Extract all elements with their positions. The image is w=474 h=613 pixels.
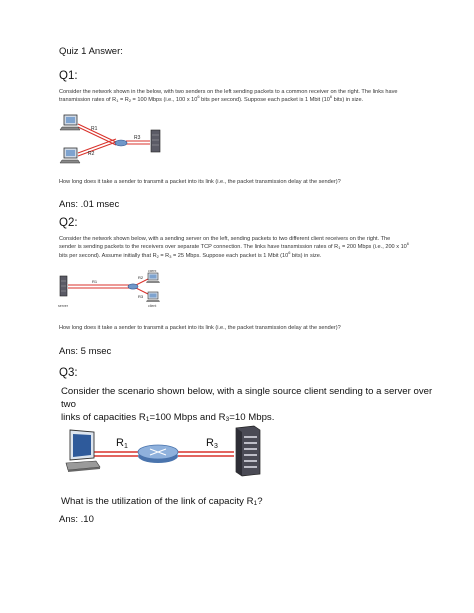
q3-server-icon [236, 426, 260, 476]
q1-prompt-line2: transmission rates of $R_1 = R_2 = 100$ Mbps (i.e., 100 x $10^6$ bits per second). Suppose each packet is 1 Mbit ($10^6$ bits) in size. [59, 94, 364, 104]
q3-heading: Q3: [59, 367, 78, 379]
q1-sender2-icon [60, 148, 80, 163]
q2-router-icon [128, 284, 138, 289]
q2-question: How long does it take a sender to transmit a packet into its link (i.e., the packet transmission delay at the sender)? [59, 325, 341, 331]
q2-label-client2: client [148, 304, 157, 308]
q2-label-server: server [58, 304, 68, 308]
q3-router-icon [138, 445, 178, 463]
q2-client1-icon [146, 273, 160, 283]
q1-heading: Q1: [59, 70, 78, 82]
q2-label-r3: R3 [138, 294, 144, 299]
q2-network-figure [58, 270, 168, 316]
q1-link-r2 [78, 142, 116, 156]
q3-prompt [61, 385, 441, 424]
q3-label-r1: R1 [116, 437, 128, 450]
q1-label-r2: R2 [88, 151, 95, 157]
q3-client-computer-icon [66, 430, 100, 472]
q2-prompt-line2: sender is sending packets to the receivers over separate TCP connection. The links have transmission rates of $R_1 = 200$ Mbps (i.e., 200 x $10^6$ [59, 241, 409, 251]
q2-prompt-line1: Consider the network shown below, with a sending server on the left, sending packets to two different client receivers on the right. The [59, 236, 391, 242]
q1-prompt [59, 88, 429, 105]
q3-label-r3: R3 [206, 437, 218, 450]
q2-server-icon [60, 276, 67, 296]
q2-label-client1: client [148, 270, 157, 273]
q3-prompt-line1: Consider the scenario shown below, with a single source client sending to a server over two [61, 386, 433, 410]
q1-answer: Ans: .01 msec [59, 199, 120, 210]
q2-prompt-line3: bits per second). Assume initially that $R_2 = R_3 = 25$ Mbps. Suppose each packet is 1 Mbit ($10^6$ bits) in size. [59, 249, 322, 259]
q2-label-r1: R1 [92, 279, 98, 284]
q1-link-r2b [78, 139, 116, 153]
page-title: Quiz 1 Answer: [59, 46, 123, 57]
q3-network-figure [64, 422, 274, 484]
q1-sender1-icon [60, 115, 80, 130]
q2-heading: Q2: [59, 217, 78, 229]
q1-question: How long does it take a sender to transmit a packet into its link (i.e., the packet transmission delay at the sender)? [59, 179, 341, 185]
q1-network-figure [58, 112, 168, 170]
q3-prompt-line2: links of capacities $R_1=100$ Mbps and $R_3=10$ Mbps. [61, 412, 275, 423]
q1-router-icon [115, 140, 127, 146]
q2-prompt [59, 235, 439, 260]
q2-client2-icon [146, 292, 160, 302]
q1-prompt-line1: Consider the network shown in the below, with two senders on the left sending packets to a common receiver on the right. The links have [59, 89, 398, 95]
q1-label-r1: R1 [91, 126, 98, 132]
q1-receiver-server-icon [151, 130, 160, 152]
q2-label-r2: R2 [138, 275, 144, 280]
q2-answer: Ans: 5 msec [59, 346, 112, 357]
q3-question: What is the utilization of the link of capacity $R_1$? [61, 496, 263, 507]
q3-answer: Ans: .10 [59, 514, 94, 525]
q1-label-r3: R3 [134, 135, 141, 141]
